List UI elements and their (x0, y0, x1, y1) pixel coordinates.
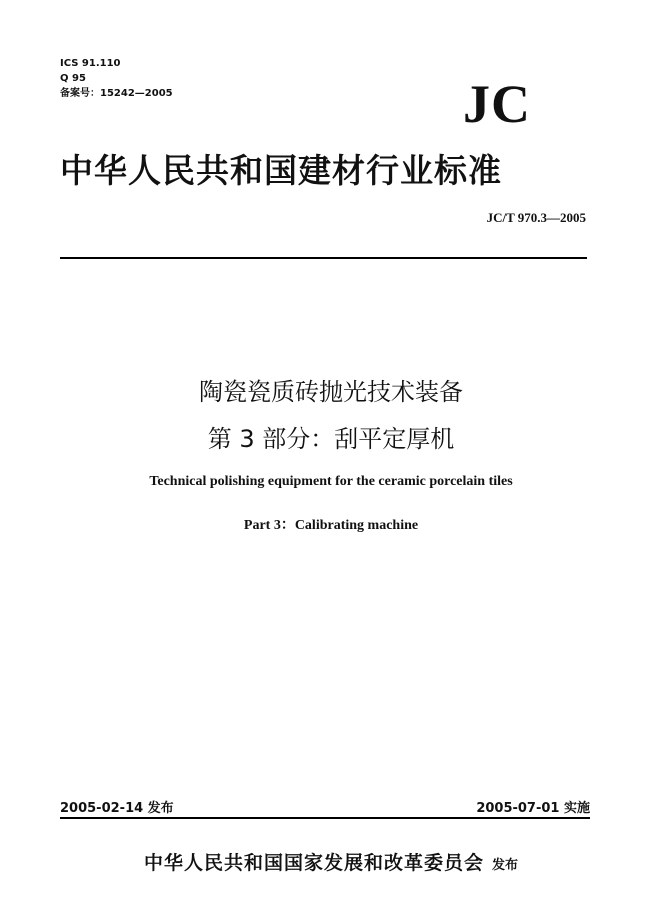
title-chinese-part: 第 3 部分：刮平定厚机 (207, 425, 455, 453)
publisher-name: 中华人民共和国国家发展和改革委员会 (143, 852, 484, 874)
ccs-code: Q 95 (60, 73, 86, 84)
standard-number: JC/T 970.3—2005 (486, 210, 586, 225)
title-english-main: Technical polishing equipment for the ceramic porcelain tiles (149, 474, 513, 489)
publish-label: 发布 (492, 858, 519, 873)
implementation-date: 2005-07-01 实施 (476, 801, 590, 816)
filing-number: 备案号：15242—2005 (60, 88, 173, 99)
jc-logo: JC (463, 74, 531, 134)
issue-date: 2005-02-14 发布 (60, 801, 174, 816)
publisher-line (0, 848, 662, 875)
standard-category-title: 中华人民共和国建材行业标准 (60, 154, 502, 190)
bottom-divider (60, 817, 590, 819)
top-divider (60, 257, 587, 259)
ics-code: ICS 91.110 (60, 58, 121, 69)
title-chinese-main: 陶瓷瓷质砖抛光技术装备 (199, 378, 463, 406)
title-english-part: Part 3：Calibrating machine (243, 518, 419, 533)
